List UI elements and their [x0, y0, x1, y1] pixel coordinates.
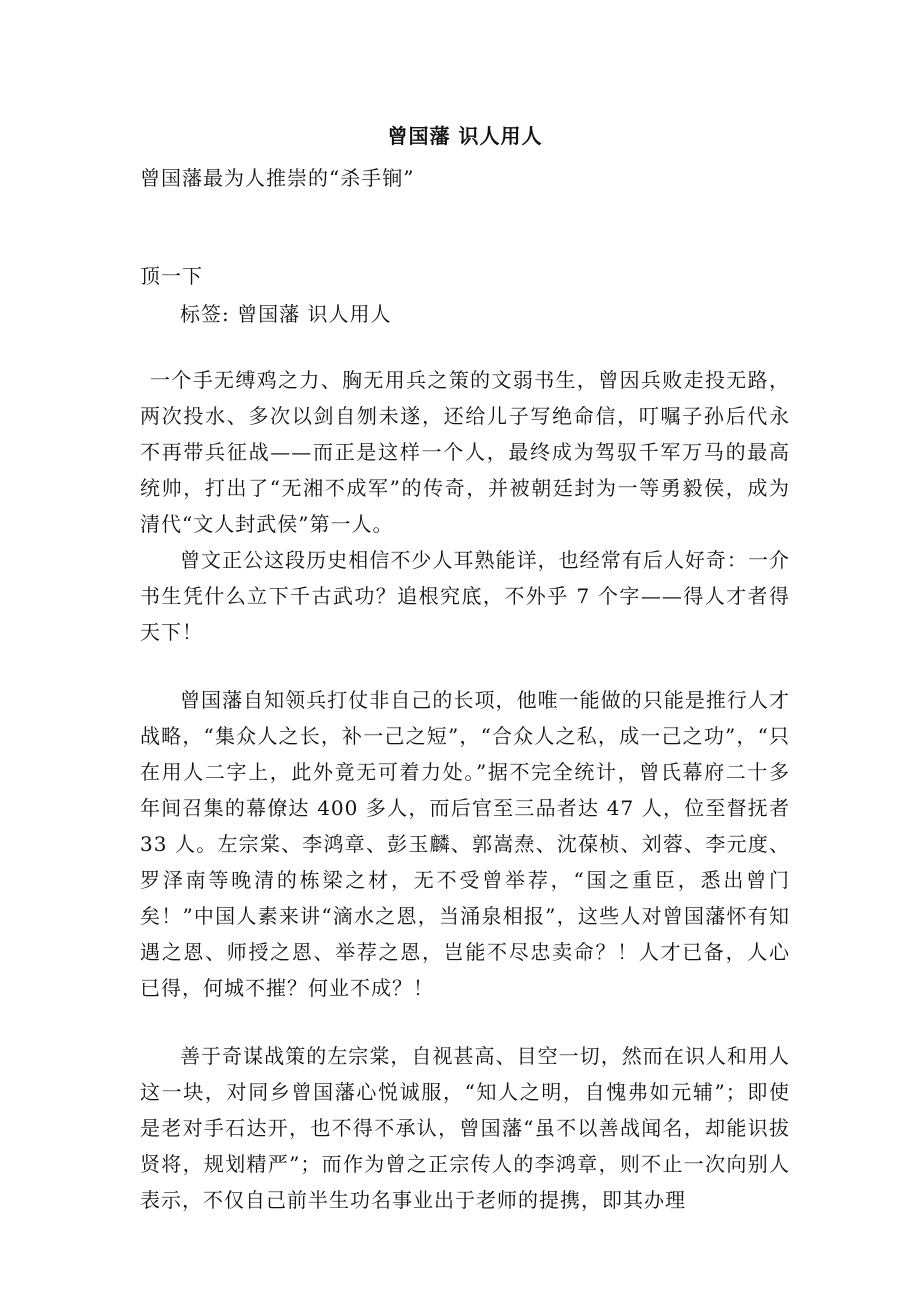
top-vote-link[interactable]: 顶一下 [140, 264, 203, 288]
paragraph-1: 一个手无缚鸡之力、胸无用兵之策的文弱书生，曾因兵败走投无路，两次投水、多次以剑自刎未遂，还给儿子写绝命信，叮嘱子孙后代永不再带兵征战——而正是这样一个人，最终成为驾驭千军万马的最高统帅，打出了“无湘不成军”的传奇，并被朝廷封为一等勇毅侯，成为清代“文人封武侯”第一人。 [140, 368, 790, 536]
paragraph-4: 善于奇谋战策的左宗棠，自视甚高、目空一切，然而在识人和用人这一块，对同乡曾国藩心悦诚服，“知人之明，自愧弗如元辅”；即使是老对手石达开，也不得不承认，曾国藩“虽不以善战闻名，却能识拔贤将，规划精严”；而作为曾之正宗传人的李鸿章，则不止一次向别人表示，不仅自己前半生功名事业出于老师的提携，即其办理 [140, 1044, 790, 1212]
paragraph-2: 曾文正公这段历史相信不少人耳熟能详，也经常有后人好奇：一介书生凭什么立下千古武功？追根究底，不外乎 7 个字——得人才者得天下！ [140, 548, 790, 644]
page-title: 曾国藩 识人用人 [387, 124, 543, 148]
tags-line: 标签: 曾国藩 识人用人 [180, 302, 392, 326]
paragraph-3: 曾国藩自知领兵打仗非自己的长项，他唯一能做的只能是推行人才战略，“集众人之长，补一己之短”，“合众人之私，成一己之功”，“只在用人二字上，此外竟无可着力处。”据不完全统计，曾氏幕府二十多年间召集的幕僚达 400 多人，而后官至三品者达 47 人，位至督抚者 33 人。左宗棠、李鸿章、彭玉麟、郭嵩焘、沈葆桢、刘蓉、李元度、罗泽南等晚清的栋梁之材，无不受曾举荐，“国之重臣，悉出曾门矣！”中国人素来讲“滴水之恩，当涌泉相报”，这些人对曾国藩怀有知遇之恩、师授之恩、举荐之恩，岂能不尽忠卖命？！人才已备，人心已得，何城不摧？何业不成？！ [140, 688, 790, 1000]
document-subtitle: 曾国藩最为人推崇的“杀手锏” [140, 166, 415, 190]
document-content [140, 118, 790, 1218]
